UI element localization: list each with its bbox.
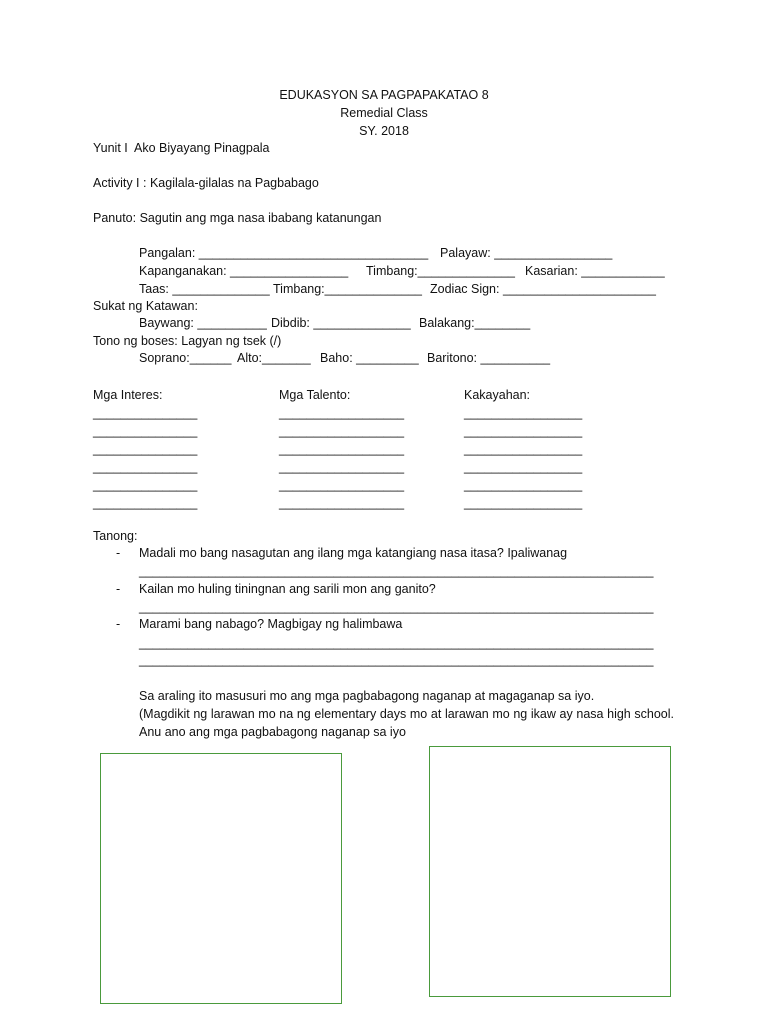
- school-year: SY. 2018: [359, 124, 409, 138]
- bullet-dash: -: [116, 546, 121, 560]
- answer-line-q2[interactable]: __________________________________________________________________________: [139, 600, 654, 614]
- tanong-label: Tanong:: [93, 529, 138, 543]
- field-baywang[interactable]: Baywang: __________: [139, 316, 267, 330]
- field-timbang[interactable]: Timbang:______________: [366, 264, 515, 278]
- document-title: EDUKASYON SA PAGPAPAKATAO 8: [279, 88, 489, 102]
- interes-line[interactable]: _______________: [93, 460, 198, 474]
- field-palayaw[interactable]: Palayaw: _________________: [440, 246, 613, 260]
- talento-header: Mga Talento:: [279, 388, 351, 402]
- question-3: Marami bang nabago? Magbigay ng halimbawa: [139, 617, 403, 631]
- interes-line[interactable]: _______________: [93, 424, 198, 438]
- field-baritono[interactable]: Baritono: __________: [427, 351, 551, 365]
- bullet-dash: -: [116, 582, 121, 596]
- talento-line[interactable]: __________________: [279, 496, 405, 510]
- photo-box-highschool[interactable]: [429, 746, 671, 997]
- kakayahan-line[interactable]: _________________: [464, 406, 583, 420]
- kakayahan-line[interactable]: _________________: [464, 442, 583, 456]
- tono-label: Tono ng boses: Lagyan ng tsek (/): [93, 334, 282, 348]
- answer-line-q3-extra[interactable]: __________________________________________________________________________: [139, 653, 654, 667]
- interes-line[interactable]: _______________: [93, 478, 198, 492]
- talento-line[interactable]: __________________: [279, 442, 405, 456]
- unit-title: Yunit I Ako Biyayang Pinagpala: [93, 141, 270, 155]
- closing-instruction: (Magdikit ng larawan mo na ng elementary days mo at larawan mo ng ikaw ay nasa high school. Anu ano ang mga pagbabagong naganap sa iyo: [139, 707, 674, 739]
- interes-line[interactable]: _______________: [93, 442, 198, 456]
- kakayahan-line[interactable]: _________________: [464, 478, 583, 492]
- question-2: Kailan mo huling tiningnan ang sarili mon ang ganito?: [139, 582, 436, 596]
- photo-box-elementary[interactable]: [100, 753, 342, 1004]
- field-balakang[interactable]: Balakang:________: [419, 316, 531, 330]
- answer-line-q1[interactable]: __________________________________________________________________________: [139, 564, 654, 578]
- talento-line[interactable]: __________________: [279, 406, 405, 420]
- field-timbang-2[interactable]: Timbang:______________: [273, 282, 422, 296]
- field-alto[interactable]: Alto:_______: [237, 351, 311, 365]
- interes-line[interactable]: _______________: [93, 496, 198, 510]
- talento-line[interactable]: __________________: [279, 460, 405, 474]
- kakayahan-line[interactable]: _________________: [464, 460, 583, 474]
- field-pangalan[interactable]: Pangalan: _________________________________: [139, 246, 429, 260]
- interes-line[interactable]: _______________: [93, 406, 198, 420]
- talento-line[interactable]: __________________: [279, 478, 405, 492]
- interes-header: Mga Interes:: [93, 388, 163, 402]
- sukat-label: Sukat ng Katawan:: [93, 299, 198, 313]
- answer-line-q3[interactable]: __________________________________________________________________________: [139, 636, 654, 650]
- field-baho[interactable]: Baho: _________: [320, 351, 419, 365]
- field-kasarian[interactable]: Kasarian: ____________: [525, 264, 665, 278]
- closing-paragraph: [139, 687, 674, 741]
- bullet-dash: -: [116, 617, 121, 631]
- field-soprano[interactable]: Soprano:______: [139, 351, 232, 365]
- document-subtitle: Remedial Class: [340, 106, 428, 120]
- instructions: Panuto: Sagutin ang mga nasa ibabang katanungan: [93, 211, 382, 225]
- field-kapanganakan[interactable]: Kapanganakan: _________________: [139, 264, 349, 278]
- kakayahan-header: Kakayahan:: [464, 388, 531, 402]
- field-taas[interactable]: Taas: ______________: [139, 282, 270, 296]
- field-zodiac-sign[interactable]: Zodiac Sign: ______________________: [430, 282, 656, 296]
- kakayahan-line[interactable]: _________________: [464, 424, 583, 438]
- closing-line-1: Sa araling ito masusuri mo ang mga pagbabagong naganap at magaganap sa iyo.: [139, 689, 595, 703]
- talento-line[interactable]: __________________: [279, 424, 405, 438]
- kakayahan-line[interactable]: _________________: [464, 496, 583, 510]
- activity-title: Activity I : Kagilala-gilalas na Pagbabago: [93, 176, 319, 190]
- question-1: Madali mo bang nasagutan ang ilang mga katangiang nasa itasa? Ipaliwanag: [139, 546, 568, 560]
- field-dibdib[interactable]: Dibdib: ______________: [271, 316, 411, 330]
